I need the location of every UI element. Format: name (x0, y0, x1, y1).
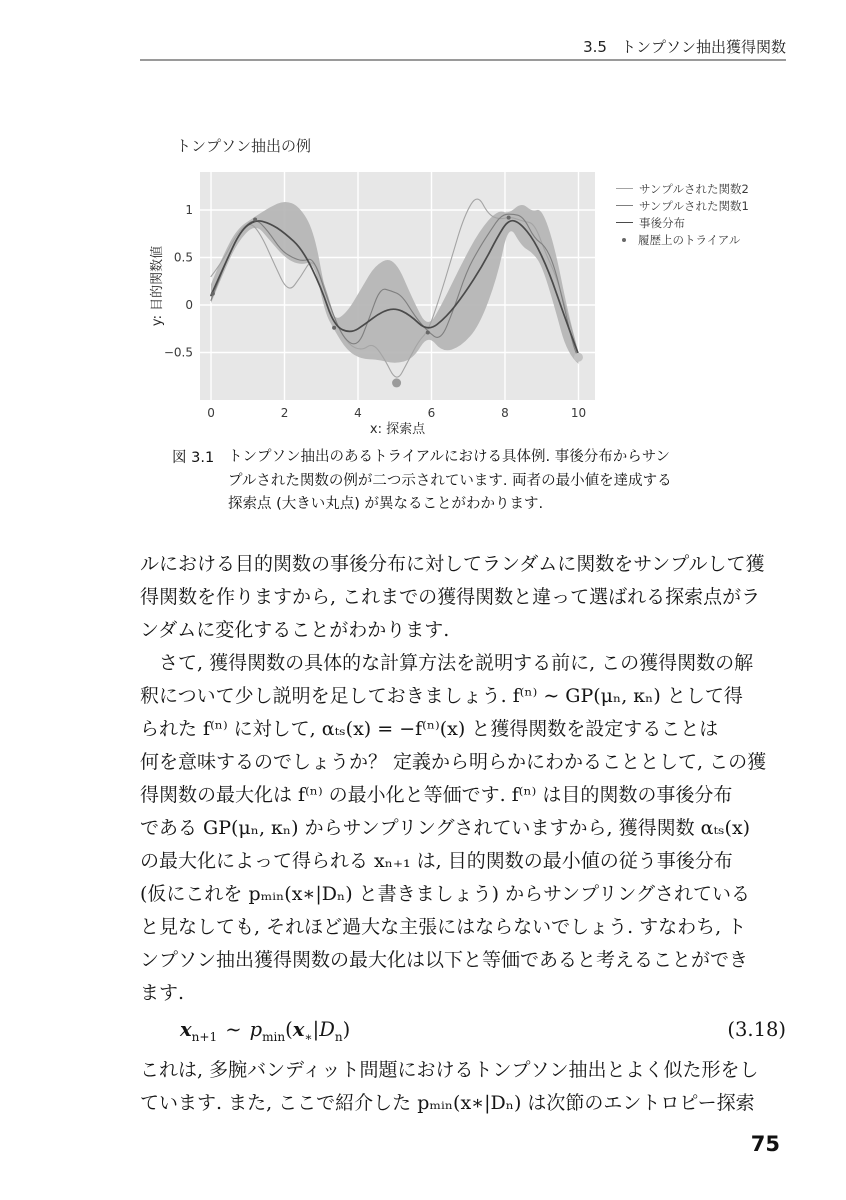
line-swatch-icon (616, 205, 633, 206)
chart-svg (148, 168, 608, 440)
trial-point (332, 326, 336, 330)
chart-legend (616, 180, 749, 248)
line-swatch-icon (616, 188, 633, 189)
minimum-point (574, 353, 583, 362)
eq-bar: | (312, 1018, 320, 1041)
eq-dataset-sub: n (334, 1029, 343, 1044)
body-line: 得関数を作りますから, これまでの獲得関数と違って選ばれる探索点がラ (140, 586, 761, 608)
x-tick-label: 2 (280, 406, 289, 420)
eq-lhs: x (180, 1018, 192, 1041)
y-axis-label: y: 目的関数値 (150, 245, 165, 327)
caption-line: 探索点 (大きい丸点) が異なることがわかります. (228, 496, 544, 512)
eq-arg-sub: ∗ (304, 1029, 313, 1044)
y-tick-label: 0.5 (173, 250, 193, 265)
eq-relation: ∼ (225, 1018, 242, 1041)
x-tick-label: 4 (354, 406, 362, 420)
equation-number: (3.18) (727, 1018, 786, 1041)
eq-open-paren: ( (285, 1018, 293, 1041)
equation-math (180, 1018, 351, 1044)
body-line: ンダムに変化することがわかります. (140, 619, 450, 641)
y-tick-label: 0 (185, 298, 193, 312)
caption-line: トンプソン抽出のあるトライアルにおける具体例. 事後分布からサン (228, 449, 671, 465)
legend-label: 事後分布 (639, 215, 685, 230)
body-line: (仮にこれを pₘᵢₙ(x∗|Dₙ) と書きましょう) からサンプリングされている (140, 883, 751, 905)
eq-dataset: D (319, 1018, 335, 1041)
line-swatch-icon (616, 222, 633, 223)
minimum-point (392, 378, 401, 387)
legend-label: サンプルされた関数2 (639, 181, 749, 196)
legend-item-posterior (616, 214, 749, 231)
body-line: の最大化によって得られる xₙ₊₁ は, 目的関数の最小値の従う事後分布 (140, 850, 733, 872)
section-number: 3.5 (583, 38, 607, 56)
eq-close-paren: ) (342, 1018, 351, 1041)
eq-lhs-sub: n+1 (191, 1029, 218, 1044)
equation-3-18 (140, 1012, 800, 1048)
body-line: である GP(μₙ, κₙ) からサンプリングされていますから, 獲得関数 αₜₛ(x) (140, 817, 751, 839)
body-line: 何を意味するのでしょうか？ 定義から明らかにわかることとして, この獲 (140, 751, 767, 773)
body-line: られた f⁽ⁿ⁾ に対して, αₜₛ(x) = −f⁽ⁿ⁾(x) と獲得関数を設定することは (140, 718, 719, 740)
trial-point (426, 331, 430, 335)
header-rule (140, 59, 786, 61)
body-line: ンプソン抽出獲得関数の最大化は以下と等価であると考えることができ (140, 949, 749, 971)
dot-swatch-icon (622, 238, 626, 242)
running-head (140, 36, 786, 57)
section-title: トンプソン抽出獲得関数 (620, 38, 786, 56)
eq-p-sub: min (262, 1029, 286, 1044)
chart (148, 168, 608, 440)
body-line: さて, 獲得関数の具体的な計算方法を説明する前に, この獲得関数の解 (140, 652, 754, 674)
legend-label: 履歴上のトライアル (638, 232, 741, 247)
figure-caption-label: 図 3.1 (172, 450, 215, 466)
body-text (140, 548, 800, 1120)
body-line: 得関数の最大化は f⁽ⁿ⁾ の最小化と等価です. f⁽ⁿ⁾ は目的関数の事後分布 (140, 784, 733, 806)
legend-item-sample1 (616, 197, 749, 214)
eq-p: p (249, 1018, 263, 1041)
body-line: これは, 多腕バンディット問題におけるトンプソン抽出とよく似た形をし (140, 1059, 759, 1081)
y-tick-label: −0.5 (163, 345, 193, 360)
page-number: 75 (750, 1132, 780, 1156)
x-axis-label: x: 探索点 (369, 422, 426, 437)
figure-caption (172, 446, 732, 517)
chart-title: トンプソン抽出の例 (176, 137, 312, 155)
body-line: と見なしても, それほど過大な主張にはならないでしょう. すなわち, ト (140, 916, 747, 938)
legend-label: サンプルされた関数1 (639, 198, 749, 213)
x-tick-label: 6 (427, 406, 436, 420)
caption-line: プルされた関数の例が二つ示されています. 両者の最小値を達成する (228, 472, 672, 489)
x-tick-label: 8 (501, 406, 509, 420)
x-tick-label: 10 (570, 406, 587, 420)
legend-item-trials (616, 231, 749, 248)
legend-item-sample2 (616, 180, 749, 197)
trial-point (507, 216, 511, 220)
x-tick-label: 0 (207, 406, 215, 420)
body-line: ルにおける目的関数の事後分布に対してランダムに関数をサンプルして獲 (140, 553, 765, 575)
trial-point (211, 292, 215, 296)
eq-arg: x (292, 1018, 305, 1041)
body-line: 釈について少し説明を足しておきましょう. f⁽ⁿ⁾ ∼ GP(μₙ, κₙ) として得 (140, 685, 743, 707)
figure-caption-text (228, 446, 672, 517)
y-tick-label: 1 (185, 203, 193, 217)
trial-point (253, 218, 257, 222)
body-line: ます. (140, 982, 185, 1004)
body-line: ています. また, ここで紹介した pₘᵢₙ(x∗|Dₙ) は次節のエントロピー探索 (140, 1092, 755, 1114)
